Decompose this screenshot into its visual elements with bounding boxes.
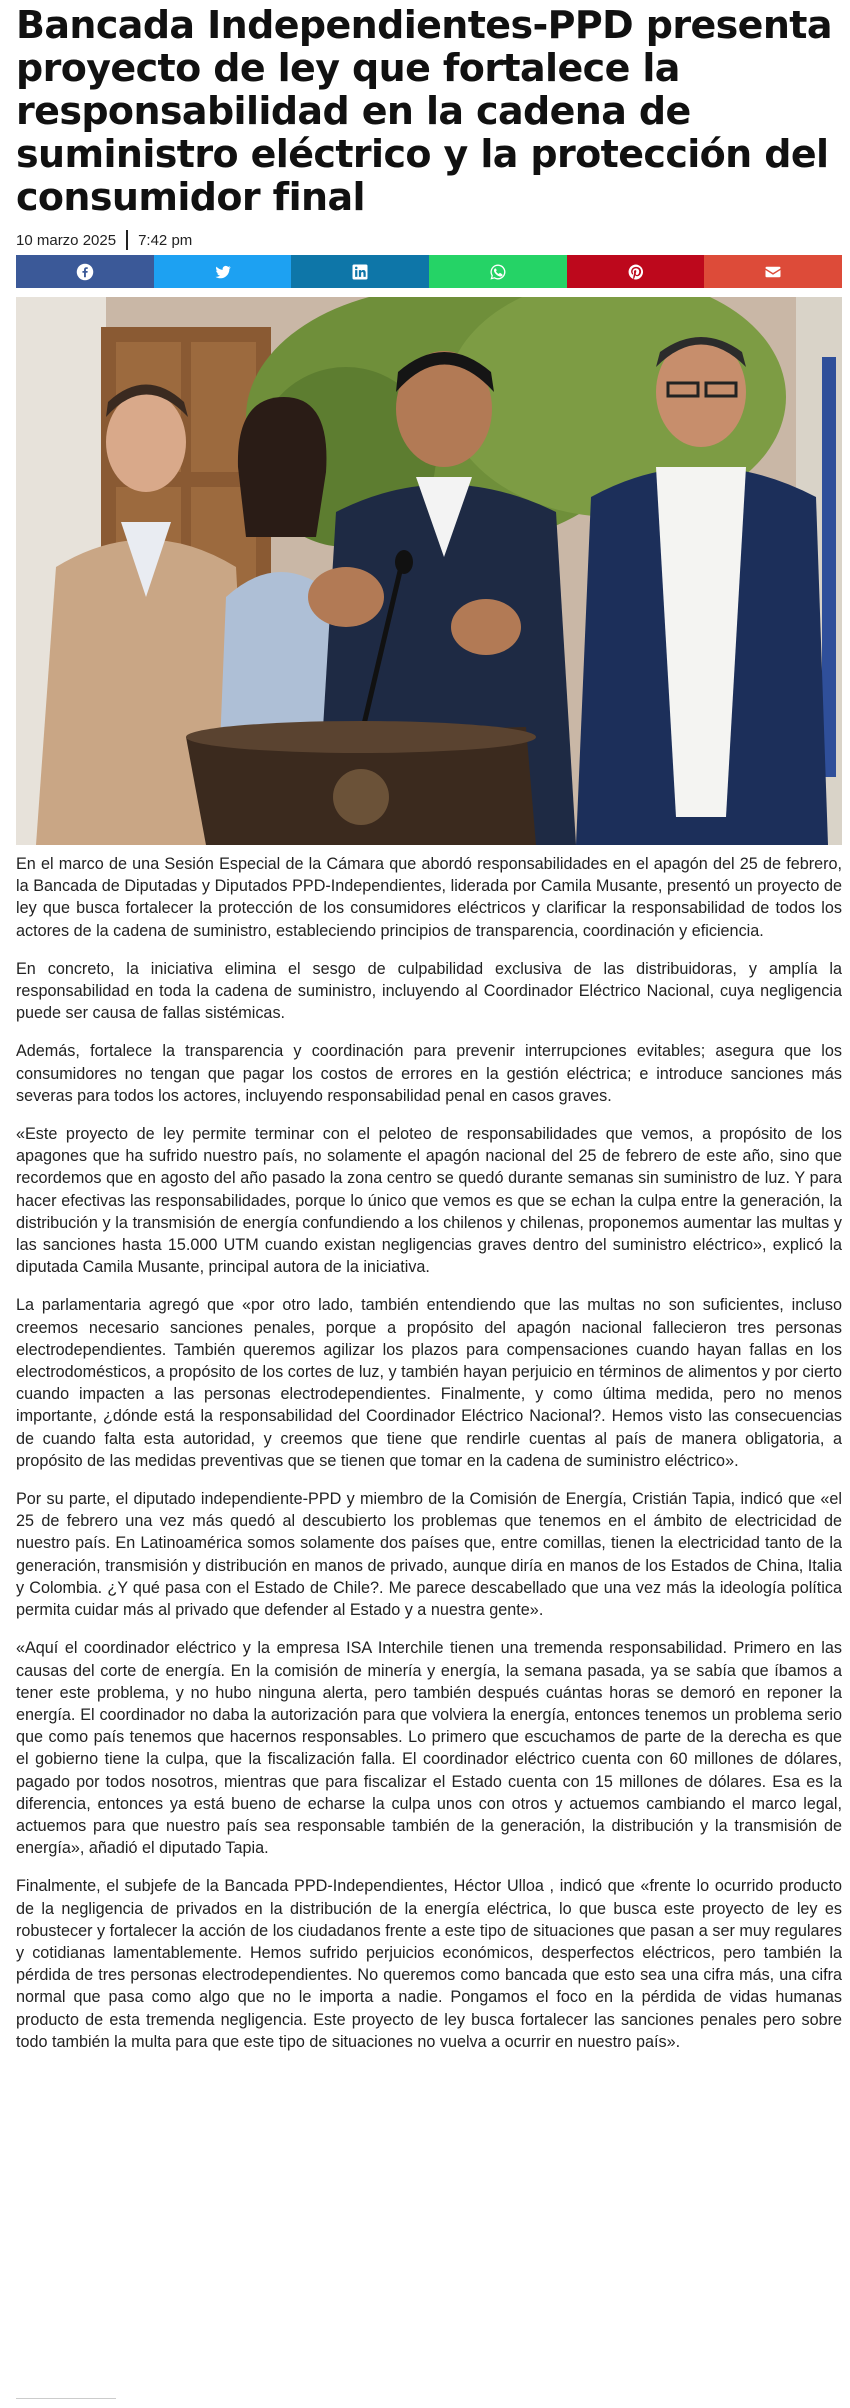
facebook-icon — [76, 263, 94, 281]
linkedin-icon — [351, 263, 369, 281]
article-meta — [16, 229, 834, 251]
whatsapp-icon — [489, 263, 507, 281]
share-twitter-button[interactable] — [154, 255, 292, 288]
share-bar — [16, 255, 842, 288]
share-linkedin-button[interactable] — [291, 255, 429, 288]
share-facebook-button[interactable] — [16, 255, 154, 288]
email-icon — [764, 263, 782, 281]
share-whatsapp-button[interactable] — [429, 255, 567, 288]
article-paragraph: La parlamentaria agregó que «por otro lado, también entendiendo que las multas no son suficientes, incluso creemos necesario sanciones penales, porque a propósito del apagón nacional fallecieron tres personas electrodependientes. También queremos agilizar los plazos para compensaciones cuando hayan fallas en los electrodomésticos, a propósito de los cortes de luz, y también hayan perjuicio en términos de alimentos y por cierto cuando impacten a las personas electrodependientes. Finalmente, y como última medida, pero no menos importante, ¿dónde está la responsabilidad del Coordinador Eléctrico Nacional?. Hemos visto las consecuencias de cuando falta esta autoridad, y creemos que tiene que rendirle cuentas al país de manera obligatoria, a propósito de las medidas preventivas que se tienen que tomar en la cadena de suministro eléctrico». — [16, 1296, 842, 1470]
press-conference-image — [16, 297, 842, 845]
share-pinterest-button[interactable] — [567, 255, 705, 288]
article-body — [16, 853, 842, 2053]
article-paragraph: En concreto, la iniciativa elimina el sesgo de culpabilidad exclusiva de las distribuidoras, y amplía la responsabilidad en toda la cadena de suministro, incluyendo al Coordinador Eléctrico Nacional, cuya negligencia puede ser causa de fallas sistémicas. — [16, 959, 842, 1023]
pinterest-icon — [627, 263, 645, 281]
twitter-icon — [214, 263, 232, 281]
divider — [16, 2398, 116, 2399]
article-paragraph: «Este proyecto de ley permite terminar con el peloteo de responsabilidades que vemos, a propósito de los apagones que ha sufrido nuestro país, no solamente el apagón nacional del 25 de febrero de este año, sino que recordemos que en agosto del año pasado la zona centro se quedó durante semanas sin suministro de luz. Y para hacer efectivas las responsabilidades, porque lo único que vemos es que se echan la culpa entre la generación, la distribución y la transmisión de energía confundiendo a los chilenos y chilenas, proponemos aumentar las multas y las sanciones hasta 15.000 UTM cuando existan negligencias graves dentro del suministro eléctrico», explicó la diputada Camila Musante, principal autora de la iniciativa. — [16, 1125, 842, 1277]
article-paragraph: En el marco de una Sesión Especial de la Cámara que abordó responsabilidades en el apagón del 25 de febrero, la Bancada de Diputadas y Diputados PPD-Independientes, liderada por Camila Musante, presentó un proyecto de ley que busca fortalecer la protección de los consumidores eléctricos y clarificar la responsabilidad de todos los actores de la cadena de suministro, estableciendo principios de transparencia, coordinación y eficiencia. — [16, 855, 842, 940]
article-title: Bancada Independientes-PPD presenta proyecto de ley que fortalece la responsabilidad en la cadena de suministro eléctrico y la protección del consumidor final — [16, 3, 832, 219]
article-time: 7:42 pm — [138, 231, 193, 249]
article-paragraph: Por su parte, el diputado independiente-PPD y miembro de la Comisión de Energía, Cristián Tapia, indicó que «el 25 de febrero una vez más quedó al descubierto los problemas que tenemos en el ámbito de electricidad de nuestro país. En Latinoamérica somos solamente dos países que, entre comillas, tienen la electricidad tanto de la generación, transmisión y distribución en manos de privado, aunque diría en manos de los Estados de China, Italia y Colombia. ¿Y qué pasa con el Estado de Chile?. Me parece descabellado que una vez más la ideología política permita cuidar más al privado que defender al Estado y a nuestra gente». — [16, 1490, 842, 1620]
article-date: 10 marzo 2025 — [16, 231, 117, 249]
article-photo — [16, 297, 842, 845]
article-paragraph: «Aquí el coordinador eléctrico y la empresa ISA Interchile tienen una tremenda responsabilidad. Primero en las causas del corte de energía. En la comisión de minería y energía, la semana pasada, ya se sabía que íbamos a tener este problema, y no hubo ninguna alerta, pero también después cuántas horas se demoró en reponer la energía. El coordinador no daba la autorización para que volviera la energía, entonces tenemos un problema serio que como país tenemos que hacernos responsables. Lo primero que escuchamos de parte de la derecha es que el gobierno tiene la culpa, que la fiscalización falla. El coordinador eléctrico cuenta con 60 millones de dólares, pagado por todos nosotros, mientras que para fiscalizar el Estado cuenta con 15 millones de dólares. Esa es la diferencia, entonces ya está bueno de echarse la culpa unos con otros y actuemos cambiando el marco legal, actuemos para que nuestro país sea responsable también de la generación, la distribución y la transmisión de energía», añadió el diputado Tapia. — [16, 1639, 842, 1858]
article-paragraph: Además, fortalece la transparencia y coordinación para prevenir interrupciones evitables; asegura que los consumidores no tengan que pagar los costos de errores en la gestión eléctrica; e introduce sanciones más severas para todos los actores, incluyendo responsabilidad penal en casos graves. — [16, 1042, 842, 1105]
article-paragraph: Finalmente, el subjefe de la Bancada PPD-Independientes, Héctor Ulloa , indicó que «frente lo ocurrido producto de la negligencia de privados en la distribución de la energía eléctrica, lo que busca este proyecto de ley es robustecer y fortalecer la acción de los ciudadanos frente a este tipo de situaciones que pasan a ser muy regulares y cotidianas lamentablemente. Hemos sufrido perjuicios económicos, desperfectos eléctricos, pero también la pérdida de tres personas electrodependientes. No queremos como bancada que esto sea una cifra más, una cifra normal que pasa como algo que no le importa a nadie. Pongamos el foco en la pérdida de vidas humanas producto de esta tremenda negligencia. Este proyecto de ley busca fortalecer las sanciones penales pero sobre todo también la multa para que este tipo de situaciones no vuelva a ocurrir en nuestro país». — [16, 1877, 842, 2051]
share-email-button[interactable] — [704, 255, 842, 288]
meta-separator — [126, 230, 128, 250]
